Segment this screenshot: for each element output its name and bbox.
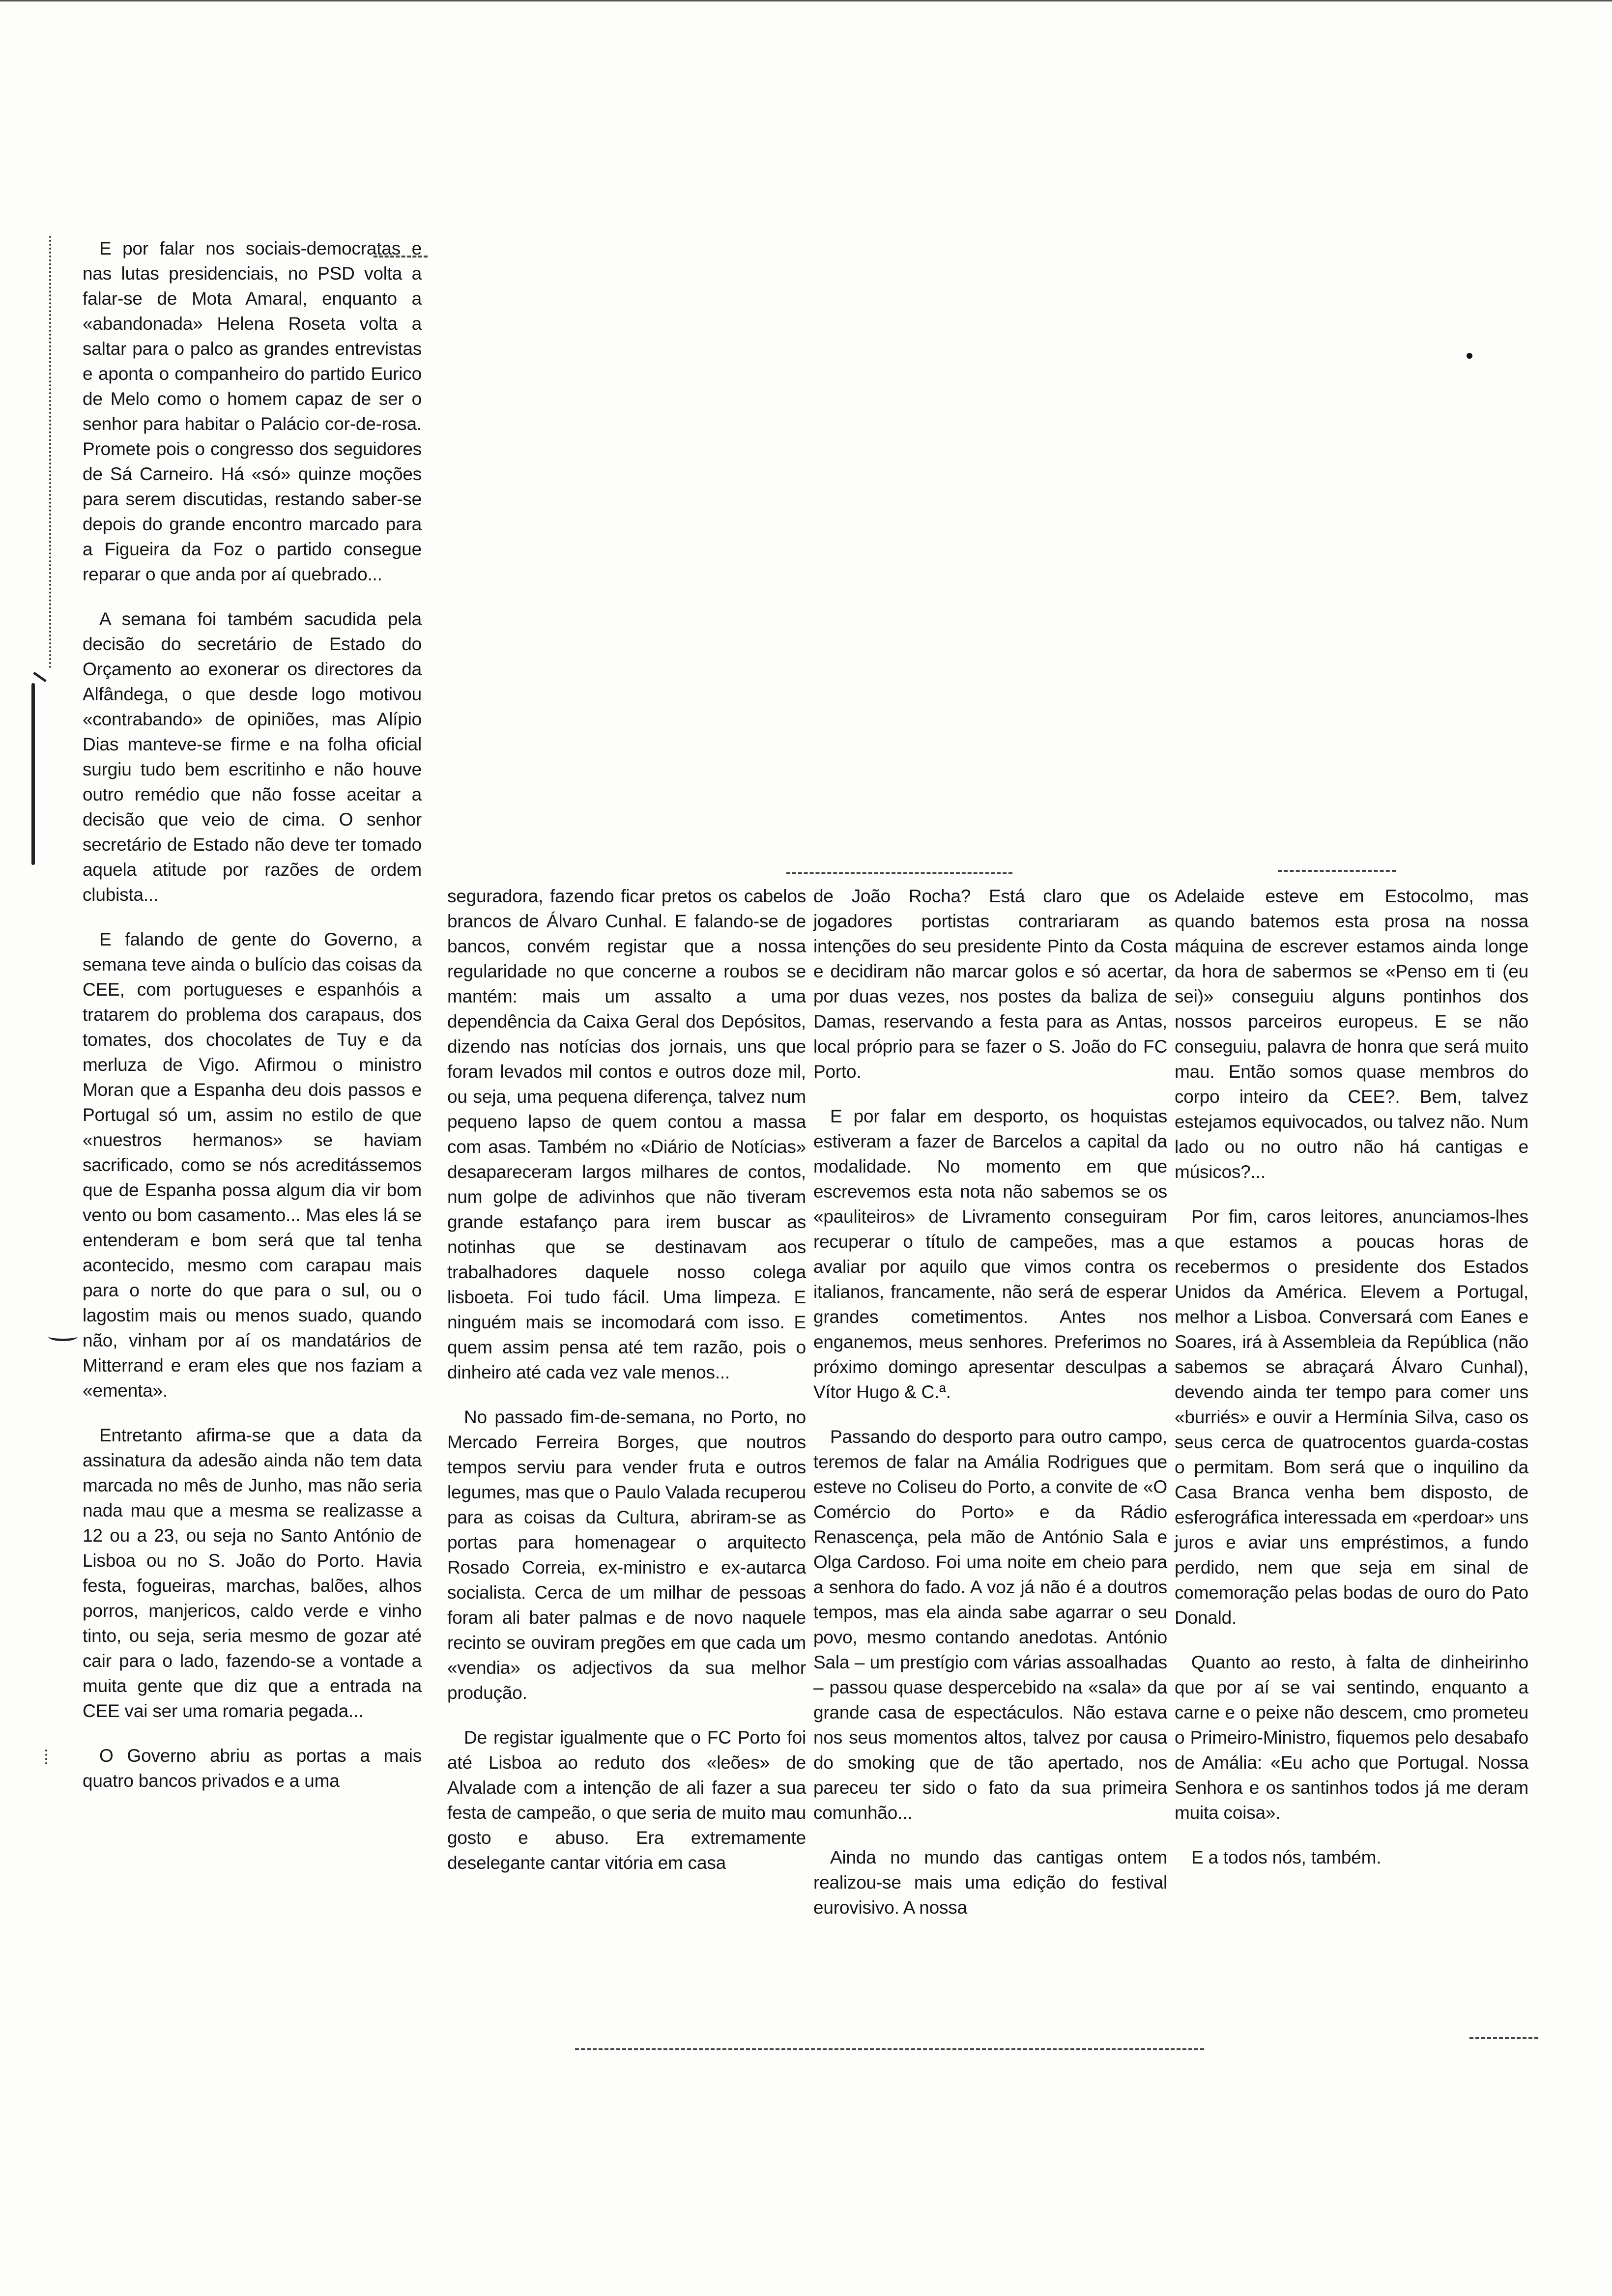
paragraph: Entretanto afirma-se que a data da assinatura da adesão ainda não tem data marcada no mês de Junho, mas não seria nada mau que a mesma se realizasse a 12 ou a 23, ou seja no Santo António de Lisboa ou no S. João do Porto. Havia festa, fogueiras, marchas, balões, alhos porros, manjericos, caldo verde e vinho tinto, ou seja, seria mesmo de gozar até cair para o lado, fazendo-se a vontade a muita gente que diz que a entrada na CEE vai ser uma romaria pegada... bbox=[83, 1425, 422, 1721]
scan-margin-dots bbox=[45, 1750, 47, 1764]
paragraph: Ainda no mundo das cantigas ontem realizou-se mais uma edição do festival eurovisivo. A nossa bbox=[813, 1847, 1167, 1918]
scan-dash-mark bbox=[786, 872, 1012, 874]
paragraph: E por falar nos sociais-democratas e nas lutas presidenciais, no PSD volta a falar-se de Mota Amaral, enquanto a «abandonada» Helena Roseta volta a saltar para o palco as grandes entrevistas e aponta o companheiro do partido Eurico de Melo como o homem capaz de ser o senhor para habitar o Palácio cor-de-rosa. Promete pois o congresso dos seguidores de Sá Carneiro. Há «só» quinze moções para serem discutidas, restando saber-se depois do grande encontro marcado para a Figueira da Foz o partido consegue reparar o que anda por aí quebrado... bbox=[83, 238, 422, 584]
paragraph: Passando do desporto para outro campo, teremos de falar na Amália Rodrigues que esteve no Coliseu do Porto, a convite de «O Comércio do Porto» e da Rádio Renascença, pela mão de António Sala e Olga Cardoso. Foi uma noite em cheio para a senhora do fado. A voz já não é a doutros tempos, mas ela ainda sabe agarrar o seu povo, mesmo contando anedotas. António Sala – um prestígio com várias assoalhadas – passou quase despercebido na «sala» da grande casa de espectáculos. Não estava nos seus momentos altos, talvez por causa do smoking que de tão apertado, nos pareceu ter sido o fato da sua primeira comunhão... bbox=[813, 1427, 1167, 1823]
margin-pen-bracket bbox=[31, 683, 35, 865]
scan-dash-mark bbox=[1469, 2037, 1538, 2039]
paragraph: Por fim, caros leitores, anunciamos-lhes que estamos a poucas horas de recebermos o presidente dos Estados Unidos da América. Elevem a Portugal, melhor a Lisboa. Conversará com Eanes e Soares, irá à Assembleia da República (não sabemos se abraçará Álvaro Cunhal), devendo ainda ter tempo para comer uns «burriés» e ouvir a Hermínia Silva, caso os seus cerca de quatrocentos guarda-costas o permitam. Bom será que o inquilino da Casa Branca venha bem disposto, de esferográfica interessada em «perdoar» uns juros e aviar uns empréstimos, a fundo perdido, nem que seja em sinal de comemoração pelas bodas de ouro do Pato Donald. bbox=[1175, 1206, 1528, 1628]
paragraph: seguradora, fazendo ficar pretos os cabelos brancos de Álvaro Cunhal. E falando-se de bancos, convém registar que a nossa regularidade no que concerne a roubos se mantém: mais um assalto a uma dependência da Caixa Geral dos Depósitos, dizendo nas notícias dos jornais, uns que foram levados mil contos e outros doze mil, ou seja, uma pequena diferença, talvez num pequeno lapso de quem contou a massa com asas. Também no «Diário de Notícias» desapareceram largos milhares de contos, num golpe de adivinhos que não tiveram grande estafanço para irem buscar as notinhas que se destinavam aos trabalhadores daquele nosso colega lisboeta. Foi tudo fácil. Uma limpeza. E ninguém mais se incomodará com isso. E quem assim pensa até tem razão, pois o dinheiro até cada vez vale menos... bbox=[447, 886, 806, 1382]
scan-dash-mark bbox=[575, 2048, 1204, 2050]
paragraph: De registar igualmente que o FC Porto foi até Lisboa ao reduto dos «leões» de Alvalade com a intenção de ali fazer a sua festa de campeão, o que seria de muito mau gosto e abuso. Era extremamente deselegante cantar vitória em casa bbox=[447, 1727, 806, 1873]
margin-pen-curve bbox=[48, 1332, 78, 1341]
article-column-2 bbox=[447, 884, 806, 1895]
paragraph: Quanto ao resto, à falta de dinheirinho que por aí se vai sentindo, enquanto a carne e o peixe não descem, cmo prometeu o Primeiro-Ministro, fiquemos pelo desabafo de Amália: «Eu acho que Portugal. Nossa Senhora e os santinhos todos já me deram muita coisa». bbox=[1175, 1652, 1528, 1823]
margin-pen-tick bbox=[33, 672, 46, 682]
scan-speck bbox=[1467, 353, 1472, 359]
paragraph: A semana foi também sacudida pela decisão do secretário de Estado do Orçamento ao exonerar os directores da Alfândega, o que desde logo motivou «contrabando» de opiniões, mas Alípio Dias manteve-se firme e na folha oficial surgiu tudo bem escritinho e não houve outro remédio que não fosse aceitar a decisão que veio de cima. O senhor secretário de Estado não deve ter tomado aquela atitude por razões de ordem clubista... bbox=[83, 609, 422, 905]
paragraph: E por falar em desporto, os hoquistas estiveram a fazer de Barcelos a capital da modalidade. No momento em que escrevemos esta nota não sabemos se os «pauliteiros» de Livramento conseguiram recuperar o título de campeões, mas a avaliar por aquilo que vimos contra os italianos, francamente, não será de esperar grandes cometimentos. Antes nos enganemos, meus senhores. Preferimos no próximo domingo apresentar desculpas a Vítor Hugo & C.ª. bbox=[813, 1106, 1167, 1402]
article-column-1 bbox=[83, 236, 422, 1813]
paragraph: E falando de gente do Governo, a semana teve ainda o bulício das coisas da CEE, com portugueses e espanhóis a tratarem do problema dos carapaus, dos tomates, dos chocolates de Tuy e da merluza de Vigo. Afirmou o ministro Moran que a Espanha deu dois passos e Portugal só um, assim no estilo de que «nuestros hermanos» se haviam sacrificado, como se nós acreditássemos que de Espanha possa algum dia vir bom vento ou bom casamento... Mas eles lá se entenderam e bom será que tal tenha acontecido, mesmo com carapau mais para o norte do que para o sul, ou o lagostim mais ou menos suado, quando não, vinham por aí os mandatários de Mitterrand e eram eles que nos faziam a «ementa». bbox=[83, 929, 422, 1401]
paragraph: No passado fim-de-semana, no Porto, no Mercado Ferreira Borges, que noutros tempos serviu para vender fruta e outros legumes, mas que o Paulo Valada recuperou para as coisas da Cultura, abriram-se as portas para homenagear o arquitecto Rosado Correia, ex-ministro e ex-autarca socialista. Cerca de um milhar de pessoas foram ali bater palmas e de novo naquele recinto se ouviram pregões em que cada um «vendia» os adjectivos da sua melhor produção. bbox=[447, 1407, 806, 1703]
article-column-3 bbox=[813, 884, 1167, 1940]
scan-margin-dots bbox=[49, 236, 51, 668]
paragraph: de João Rocha? Está claro que os jogadores portistas contrariaram as intenções do seu presidente Pinto da Costa e decidiram não marcar golos e só acertar, por duas vezes, nos postes da baliza de Damas, reservando a festa para as Antas, local próprio para se fazer o S. João do FC Porto. bbox=[813, 886, 1167, 1082]
paragraph: O Governo abriu as portas a mais quatro bancos privados e a uma bbox=[83, 1746, 422, 1791]
paragraph: E a todos nós, também. bbox=[1191, 1847, 1382, 1867]
scan-dash-mark bbox=[1278, 870, 1396, 872]
article-column-4 bbox=[1175, 884, 1528, 1890]
paragraph: Adelaide esteve em Estocolmo, mas quando batemos esta prosa na nossa máquina de escrever estamos ainda longe da hora de sabermos se «Penso em ti (eu sei)» conseguiu alguns pontinhos dos nossos parceiros europeus. E se não conseguiu, palavra de honra que será muito mau. Então somos quase membros do corpo inteiro da CEE?. Bem, talvez estejamos equivocados, ou talvez não. Num lado ou no outro não há cantigas e músicos?... bbox=[1175, 886, 1528, 1182]
top-page-rule bbox=[0, 0, 1612, 1]
